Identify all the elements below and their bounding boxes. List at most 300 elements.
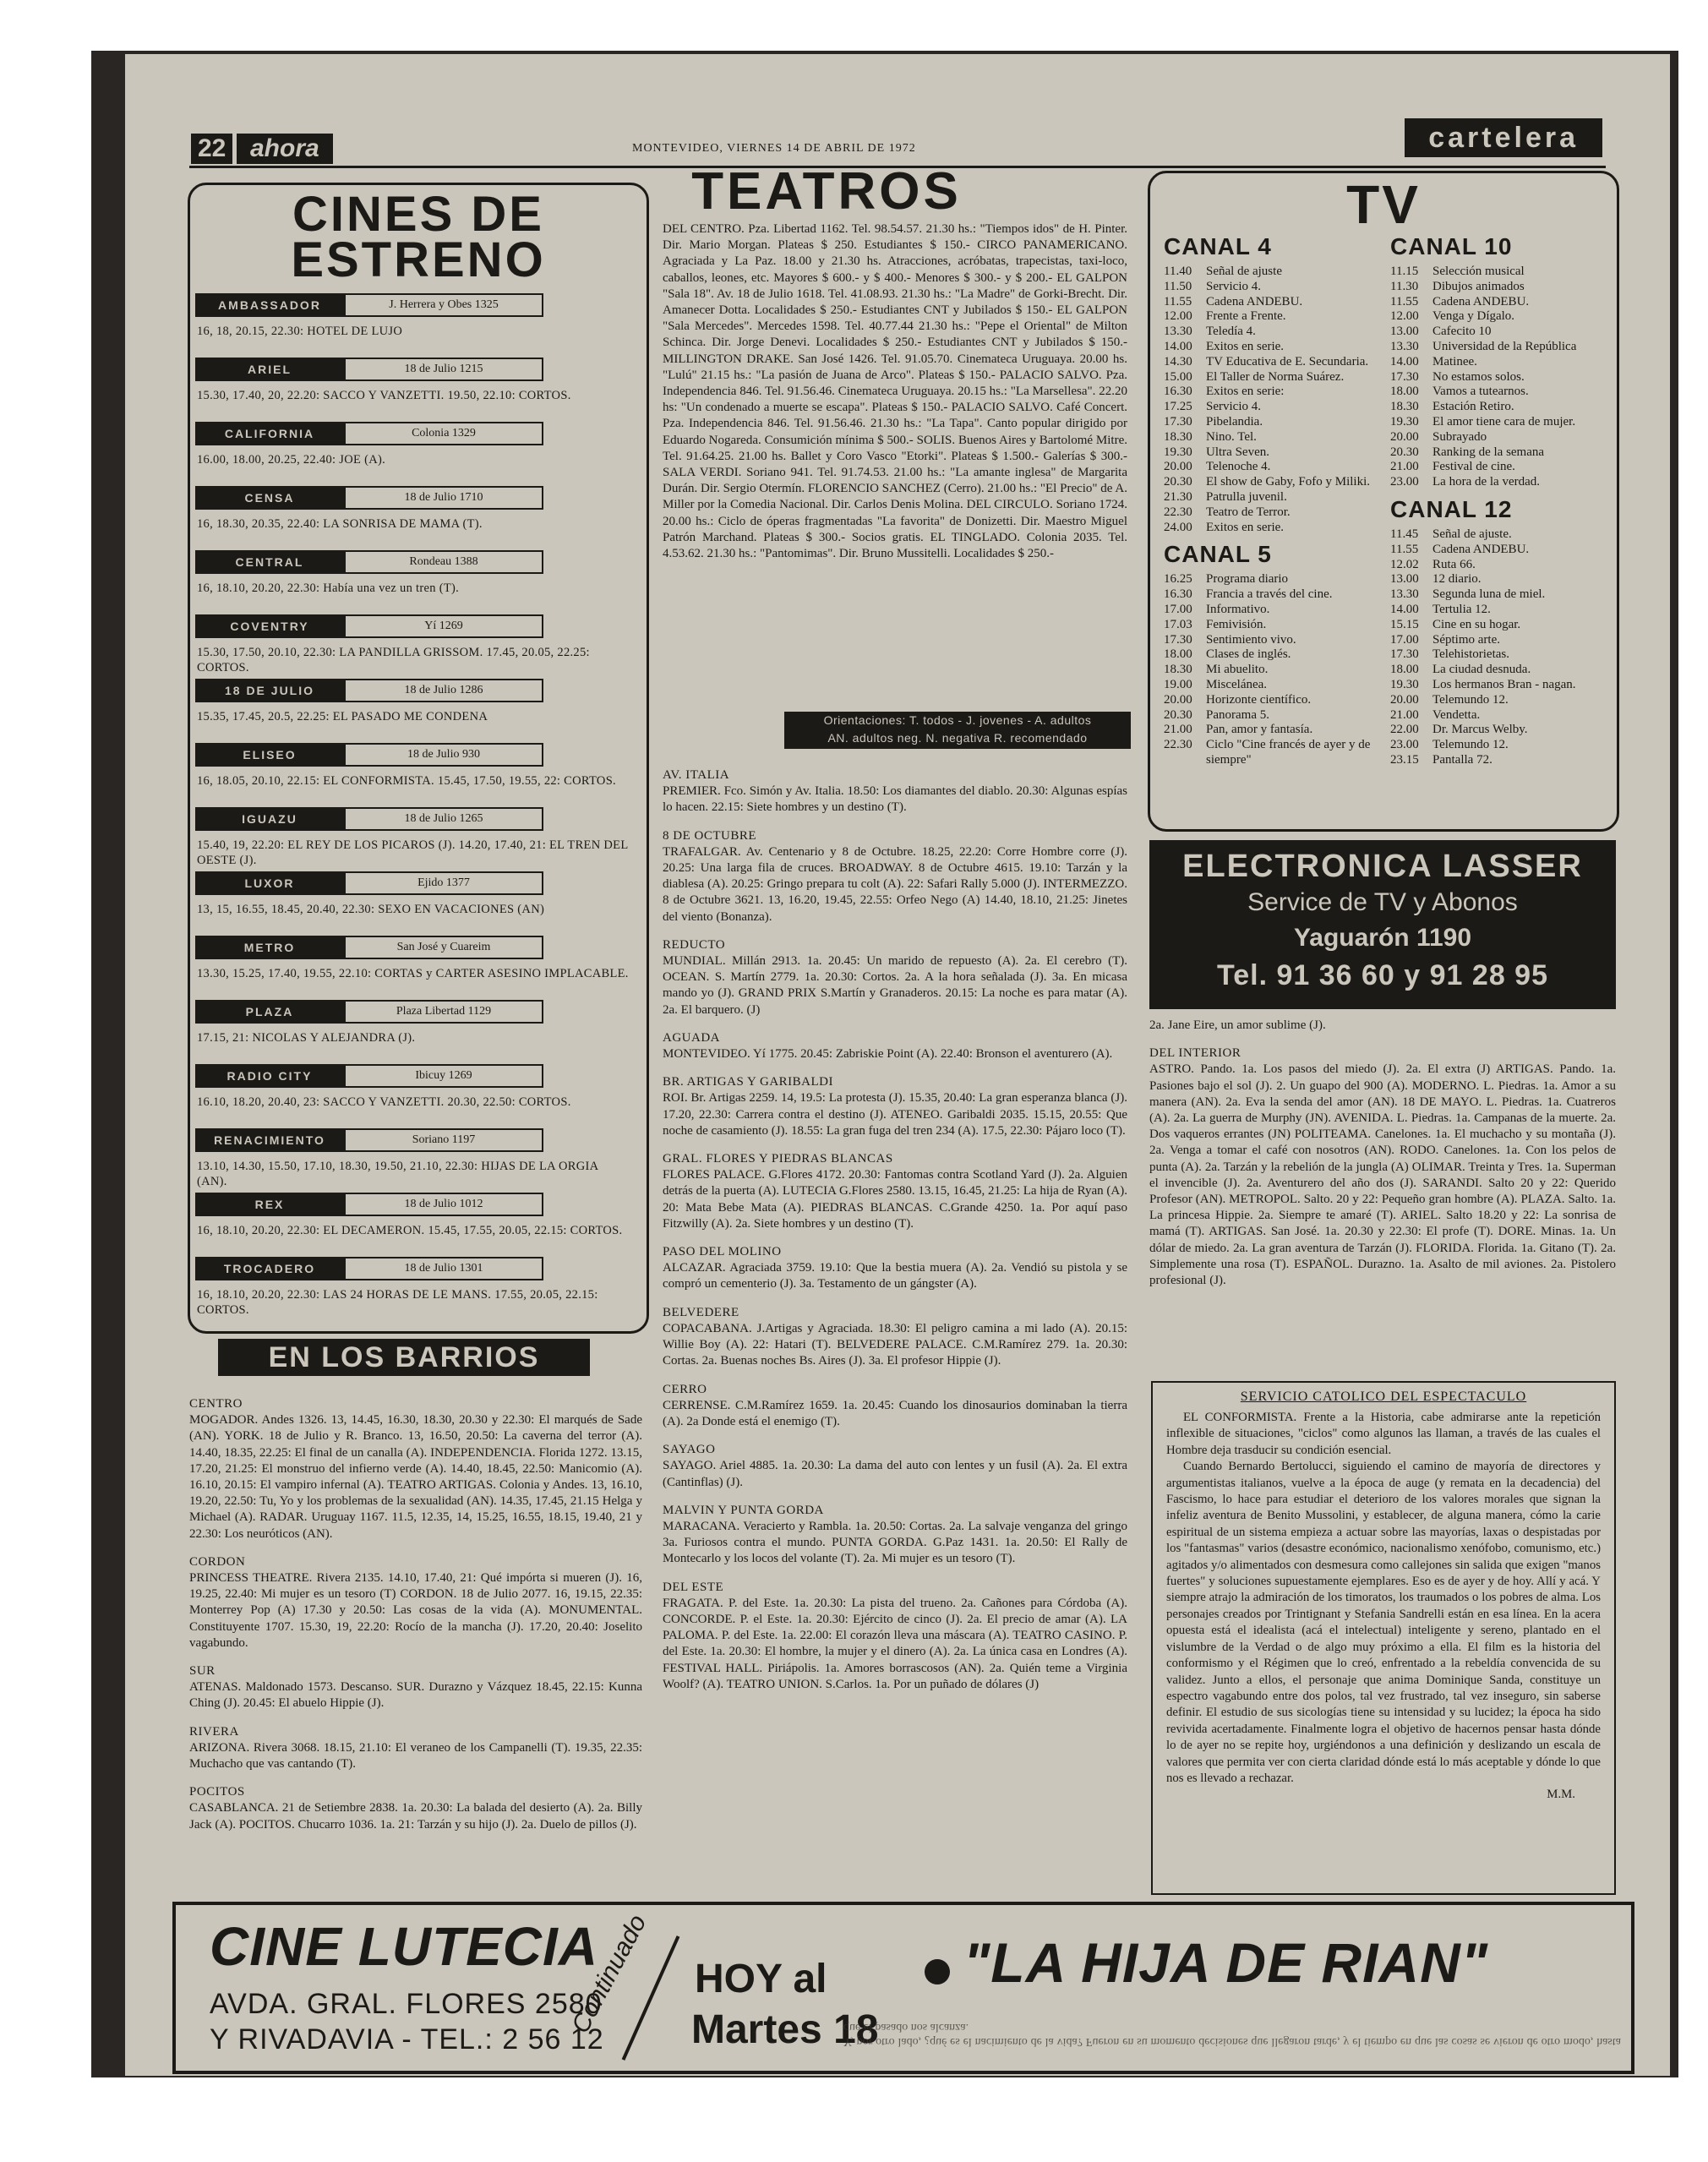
- program-time: 23.00: [1390, 738, 1419, 752]
- barrio-text: ALCAZAR. Agraciada 3759. 19.10: Que la bestia muera (A). 2a. Vendió su pistola y se compró un cementerio (J). 3a. Testamento de un gángster (A).: [663, 1261, 1127, 1291]
- barrio-area: BELVEDERE: [663, 1305, 739, 1319]
- barrio-area: RIVERA: [189, 1724, 239, 1739]
- servicio-body: [1153, 1410, 1614, 1804]
- barrio-text: MOGADOR. Andes 1326. 13, 14.45, 16.30, 18.30, 20.30 y 22.30: El marqués de Sade (AN). YORK. 18 de Julio y R. Branco. 13, 16.50, 20.50: La caverna del terror (A). 14.40, 18.35, 22.25: El final de un canalla (A). INDEPENDENCIA. Florida 1272. 13.15, 17.20, 21.25: El monstruo del infierno verde (A). 14.40, 18.45, 22.50: Manicomio (A). 16.10, 20.15: El vampiro infernal (A). TEATRO ARTIGAS. Colonia y Andes. 13, 16.10, 19.20, 22.50: Tu, Yo y los problemas de la sexualidad (AN). 14.35, 17.45, 21.15 Helga y Michael (A). RADAR. Uruguay 1167. 11.5, 12.35, 14, 15.25, 16.55, 18.15, 19.40, 21 y 22.30: Los neuróticos (AN).: [189, 1413, 642, 1541]
- ad-lasser-service: Service de TV y Abonos: [1247, 888, 1518, 916]
- cine-address: San José y Cuareim: [344, 936, 543, 959]
- program-name: Cadena ANDEBU.: [1432, 542, 1530, 556]
- barrios-center-column: [663, 756, 1127, 1693]
- cine-showtimes: 16, 18.10, 20.20, 22.30: LAS 24 HORAS DE LE MANS. 17.55, 20.05, 22.15: CORTOS.: [197, 1288, 598, 1317]
- program-time: 11.55: [1164, 294, 1192, 308]
- program-name: Teledía 4.: [1206, 325, 1256, 339]
- tv-program: [1164, 280, 1380, 295]
- program-name: Teatro de Terror.: [1206, 505, 1291, 519]
- program-time: 17.30: [1164, 632, 1192, 647]
- cine-showtimes: 16.00, 18.00, 20.25, 22.40: JOE (A).: [197, 453, 386, 467]
- servicio-signature: M.M.: [1547, 1788, 1575, 1802]
- brand-logo: ahora: [237, 134, 333, 164]
- cines-title-line1: CINES DE: [292, 187, 544, 242]
- program-name: Telemundo 12.: [1432, 692, 1509, 707]
- program-time: 18.00: [1390, 385, 1419, 399]
- cine-name: REX: [195, 1193, 344, 1216]
- program-time: 18.30: [1164, 429, 1192, 444]
- page-number: 22: [191, 134, 232, 164]
- program-name: Telenoche 4.: [1206, 460, 1271, 474]
- program-time: 12.00: [1390, 309, 1419, 324]
- cine-showtimes: 13, 15, 16.55, 18.45, 20.40, 22.30: SEXO EN VACACIONES (AN): [197, 903, 545, 916]
- cine-showtimes: 17.15, 21: NICOLAS Y ALEJANDRA (J).: [197, 1031, 416, 1045]
- tv-program: [1390, 723, 1607, 738]
- lutecia-title: CINE LUTECIA: [210, 1916, 598, 1977]
- program-name: Telehistorietas.: [1432, 647, 1510, 662]
- program-time: 18.00: [1164, 647, 1192, 662]
- section-title: cartelera: [1405, 118, 1602, 157]
- cine-address: 18 de Julio 1710: [344, 486, 543, 510]
- lutecia-movie-title: "LA HIJA DE RIAN": [963, 1931, 1489, 1994]
- cines-estreno-box: [188, 183, 649, 1334]
- program-time: 20.00: [1390, 429, 1419, 444]
- barrio-text: TRAFALGAR. Av. Centenario y 8 de Octubre. 18.25, 22.20: Corre Hombre corre (J). 20.25: Una larga fila de cruces. BROADWAY. 8 de Octubre 4615. 19.10: Tarzán y la diablesa (A). 20.25: Gringo prepara tu colt (A). 22: Safari Rally 5.000 (J). INTERMEZZO. 8 de Octubre 3621. 13, 16.20, 19.45, 22.55: Orfeo Nego (A) 14.40, 18.10, 21.25: Jinetes del viento (Bonanza).: [663, 844, 1127, 924]
- tv-program: [1390, 558, 1607, 573]
- channel-name: CANAL 5: [1164, 541, 1272, 568]
- tv-program: [1164, 445, 1380, 461]
- barrio-area: MALVIN Y PUNTA GORDA: [663, 1503, 824, 1517]
- ad-lasser-name: ELECTRONICA LASSER: [1182, 849, 1583, 884]
- ratings-line1: Orientaciones: T. todos - J. jovenes - A. adultos: [823, 713, 1092, 727]
- barrio-text: ATENAS. Maldonado 1573. Descanso. SUR. Durazno y Vázquez 18.45, 22.15: Kunna Ching (J). 20.45: El abuelo Hippie (J).: [189, 1680, 642, 1711]
- tv-program: [1164, 490, 1380, 505]
- barrio-text: FRAGATA. P. del Este. 1a. 20.30: La pista del trueno. 2a. Cañones para Córdoba (A). CONCORDE. P. el Este. 1a. 20.30: Ejército de cinco (J). 2a. El precio de amar (A). LA PALOMA. P. del Este. 1a. 22.00: El corazón lleva una máscara (A). TEATRO CASINO. P. del Este. 1a. 20.30: El hombre, la mujer y el dinero (A). 2a. La única casa en Londres (A). FESTIVAL HALL. Piriápolis. 1a. Amores borrascosos (AN). 2a. Quién teme a Virginia Woolf? (A). TEATRO UNION. S.Carlos. 1a. Por un puñado de dólares (J): [663, 1596, 1127, 1691]
- program-name: Nino. Tel.: [1206, 429, 1257, 444]
- cine-showtimes: 16, 18.10, 20.20, 22.30: EL DECAMERON. 15.45, 17.55, 20.05, 22.15: CORTOS.: [197, 1224, 623, 1237]
- tv-program: [1164, 587, 1380, 603]
- channel-name: CANAL 10: [1390, 233, 1513, 259]
- cine-showtimes: 15.40, 19, 22.20: EL REY DE LOS PICAROS (J). 14.20, 17.40, 21: EL TREN DEL OESTE (J).: [197, 838, 628, 867]
- barrio-text: COPACABANA. J.Artigas y Agraciada. 18.30: El peligro camina a mi lado (A). 20.15: Willie Boy (A). 22: Hatari (T). BELVEDERE PALACE. C.M.Ramírez 279. 1a. 20.30: Cortas. 2a. Buenas noches Bs. Aires (J). 3a. El profesor Hippie (J).: [663, 1321, 1127, 1368]
- cine-address: 18 de Julio 1215: [344, 358, 543, 381]
- interior-text: ASTRO. Pando. 1a. Los pasos del miedo (J). 2a. El extra (J) ARTIGAS. Pando. 1a. Pasiones bajo el sol (J). 2. Un guapo del 900 (A). MODERNO. L. Piedras. 1a. Amor a su manera (AN). 2a. Eva la senda del amor (AN). 18 DE MAYO. L. Piedras. 1a. Cuatreros (A). 2a. La guerra de Murphy (JN). AVENIDA. L. Piedras. 1a. Campanas de la muerte. 2a. Dos vaqueros errantes (JN) POLITEAMA. Canelones. 1a. El muchacho y su montaña (J). 2a. Venga a tomar el café con nosotros (AN). RODO. Canelones. 1a. Con los pelos de punta (A). 2a. Tarzán y la rebelión de la jungla (A) OLIMAR. Treinta y Tres. 1a. Superman el invencible (J). 2a. Aventurero del año dos (J). SARANDI. Salto 20 y 22: Querido Profesor (AN). METROPOL. Salto. 20 y 22: Pequeño gran hombre (A). PLAZA. Salto. 1a. La princesa Hippie. 2a. Siempre te amaré (T). ARIEL. Salto 18.20 y 22: La sonrisa de mamá (T). ARTIGAS. San José. 1a. 20.30 y 22.30: El profe (T). DORE. Minas. 1a. Un dólar de miedo. 2a. La gran aventura de Tarzán (J). FLORIDA. Florida. 1a. Gitano (T). 2a. Simplemente una rosa (T). ESPAÑOL. Durazno. 1a. Asalto de mil aviones. 2a. Pistolero profesional (J).: [1149, 1062, 1616, 1288]
- program-time: 19.30: [1390, 414, 1419, 429]
- tv-program: [1164, 708, 1380, 723]
- cine-address: 18 de Julio 1301: [344, 1257, 543, 1280]
- cine-address: 18 de Julio 1265: [344, 807, 543, 831]
- cines-title: [190, 187, 647, 287]
- program-name: Señal de ajuste: [1206, 265, 1282, 278]
- program-time: 17.00: [1390, 632, 1419, 647]
- tv-program: [1390, 445, 1607, 461]
- program-name: Francia a través del cine.: [1206, 587, 1333, 602]
- program-name: Pibelandia.: [1206, 414, 1263, 429]
- program-name: El Taller de Norma Suárez.: [1206, 369, 1345, 384]
- cine-name: IGUAZU: [195, 807, 344, 831]
- cine-showtimes: 16, 18.10, 20.20, 22.30: Había una vez un tren (T).: [197, 581, 460, 595]
- tv-program: [1390, 280, 1607, 295]
- cines-title-line2: ESTRENO: [291, 232, 546, 287]
- program-time: 14.30: [1164, 354, 1192, 369]
- ratings-key: [784, 712, 1131, 749]
- barrio-text: MUNDIAL. Millán 2913. 1a. 20.45: Un marido de repuesto (A). 2a. El cerebro (T). OCEAN. S. Martín 2779. 1a. 20.30: Cortos. 2a. A la hora señalada (J). 3a. En micasa mando yo (J). GRAND PRIX S.Martín y Granaderos. 20.15: La noche es para matar (A). 2a. El barquero. (J): [663, 954, 1127, 1017]
- program-time: 13.30: [1390, 339, 1419, 353]
- tv-program: [1164, 400, 1380, 415]
- tv-program: [1164, 309, 1380, 325]
- cine-address: Plaza Libertad 1129: [344, 1000, 543, 1024]
- cine-showtimes: 16, 18, 20.15, 22.30: HOTEL DE LUJO: [197, 325, 403, 338]
- program-name: Séptimo arte.: [1432, 632, 1500, 647]
- program-name: Cine en su hogar.: [1432, 617, 1521, 631]
- program-time: 23.00: [1390, 475, 1419, 489]
- barrio-area: PASO DEL MOLINO: [663, 1245, 782, 1259]
- tv-box: [1148, 171, 1619, 832]
- program-name: Ultra Seven.: [1206, 445, 1269, 459]
- program-time: 14.00: [1390, 354, 1419, 369]
- bleed-through-text: Y, por otro lado, ¿qué es el nacimiento de la vida? Fueron en su momento decisiones que llegaron tarde, y el tiempo en que las cosas se vieron de otro modo, hasta que el pasado nos alcanza.: [843, 2021, 1621, 2048]
- barrio-area: GRAL. FLORES Y PIEDRAS BLANCAS: [663, 1152, 893, 1166]
- tv-program: [1390, 663, 1607, 678]
- program-name: Clases de inglés.: [1206, 647, 1291, 662]
- tv-program: [1390, 295, 1607, 310]
- program-time: 13.30: [1164, 325, 1192, 339]
- ratings-line2: AN. adultos neg. N. negativa R. recomendado: [827, 731, 1088, 745]
- tv-program: [1390, 693, 1607, 708]
- ad-lasser-phone: Tel. 91 36 60 y 91 28 95: [1217, 959, 1548, 991]
- cine-address: 18 de Julio 1286: [344, 679, 543, 702]
- tv-program: [1164, 385, 1380, 400]
- tv-program: [1164, 647, 1380, 663]
- program-name: Ranking de la semana: [1432, 445, 1545, 459]
- barrio-text: MARACANA. Veracierto y Rambla. 1a. 20.50: Cortas. 2a. La salvaje venganza del gringo 3a. Furiosos contra el mundo. PUNTA GORDA. G.Paz 1431. 1a. 20.50: El Rally de Montecarlo y los locos del volante (T). 2a. Mi mujer es un tesoro (T).: [663, 1519, 1127, 1566]
- tv-program: [1390, 603, 1607, 618]
- program-time: 11.55: [1390, 542, 1419, 556]
- ad-electronica-lasser: [1149, 840, 1616, 1009]
- program-time: 11.40: [1164, 265, 1192, 278]
- cine-name: TROCADERO: [195, 1257, 344, 1280]
- program-time: 17.03: [1164, 617, 1192, 631]
- program-name: Subrayado: [1432, 429, 1487, 444]
- program-name: Servicio 4.: [1206, 279, 1261, 293]
- program-name: Miscelánea.: [1206, 677, 1268, 691]
- cine-name: CALIFORNIA: [195, 422, 344, 445]
- program-time: 18.00: [1390, 663, 1419, 677]
- cine-name: RENACIMIENTO: [195, 1128, 344, 1152]
- tv-program: [1164, 521, 1380, 536]
- tv-program: [1390, 265, 1607, 280]
- program-time: 13.00: [1390, 325, 1419, 339]
- barrio-area: BR. ARTIGAS Y GARIBALDI: [663, 1075, 833, 1089]
- servicio-heading: SERVICIO CATOLICO DEL ESPECTACULO: [1240, 1389, 1527, 1404]
- program-time: 19.30: [1164, 445, 1192, 459]
- tv-program: [1390, 572, 1607, 587]
- cine-name: CENTRAL: [195, 550, 344, 574]
- cine-name: COVENTRY: [195, 614, 344, 638]
- interior-area: DEL INTERIOR: [1149, 1046, 1241, 1061]
- barrio-area: CENTRO: [189, 1397, 243, 1411]
- tv-program: [1390, 753, 1607, 768]
- barrio-area: AGUADA: [663, 1030, 720, 1045]
- program-time: 21.00: [1390, 460, 1419, 474]
- program-name: Frente a Frente.: [1206, 309, 1286, 324]
- program-name: Femivisión.: [1206, 617, 1267, 631]
- tv-program: [1390, 415, 1607, 430]
- tv-program: [1390, 460, 1607, 475]
- program-time: 14.00: [1164, 339, 1192, 353]
- program-name: TV Educativa de E. Secundaria.: [1206, 354, 1369, 369]
- program-name: Selección musical: [1432, 265, 1525, 278]
- channel-name: CANAL 12: [1390, 495, 1513, 522]
- program-time: 17.30: [1390, 647, 1419, 662]
- interior-listing: [1149, 1018, 1616, 1289]
- program-time: 17.30: [1164, 414, 1192, 429]
- program-name: Sentimiento vivo.: [1206, 632, 1296, 647]
- barrio-text: CERRENSE. C.M.Ramírez 1659. 1a. 20.45: Cuando los dinosaurios dominaban la tierra (A). 2a Donde está el enemigo (T).: [663, 1398, 1127, 1428]
- tv-program: [1390, 385, 1607, 400]
- barrio-area: SUR: [189, 1664, 216, 1679]
- lutecia-address1: AVDA. GRAL. FLORES 2580: [210, 1988, 603, 2020]
- tv-program: [1390, 355, 1607, 370]
- barrio-area: POCITOS: [189, 1785, 245, 1799]
- program-name: Los hermanos Bran - nagan.: [1432, 677, 1576, 691]
- barrio-text: MONTEVIDEO. Yí 1775. 20.45: Zabriskie Point (A). 22.40: Bronson el aventurero (A).: [663, 1047, 1113, 1062]
- program-time: 15.00: [1164, 369, 1192, 384]
- program-name: Pantalla 72.: [1432, 752, 1492, 767]
- cine-name: METRO: [195, 936, 344, 959]
- cine-address: Soriano 1197: [344, 1128, 543, 1152]
- tv-program: [1164, 738, 1380, 768]
- tv-program: [1390, 309, 1607, 325]
- program-name: Estación Retiro.: [1432, 400, 1514, 414]
- teatros-text: DEL CENTRO. Pza. Libertad 1162. Tel. 98.54.57. 21.30 hs.: "Tiempos idos" de H. Pinter. Dir. Mario Morgan. Plateas $ 250. Estudiantes $ 150.- CIRCO PANAMERICANO. Agraciada y La Paz. 18.00 y 21.30 hs. Atracciones, acróbatas, trapecistas, taxi-loco, caballos, leones, etc. Mayores $ 600.- y $ 400.- Menores $ 300.- y $ 200.- EL GALPON "Sala 18". Av. 18 de Julio 1618. Tel. 41.08.93. 21.30 hs.: "La Madre" de Gorki-Brecht. Dir. Amanecer Dotta. Localidades $ 250.- Estudiantes CNT y Jubilados $ 150.- EL GALPON "Sala Mercedes". Mercedes 1598. Tel. 40.77.44 21.30 hs.: "Pepe el Oriental" de Milton Schinca. Dir. Jorge Denevi. Localidades $ 250.- Estudiantes CNT y Jubilados $ 150.- MILLINGTON DRAKE. San José 1426. Tel. 91.05.70. Cinemateca Uruguaya. 20.00 hs. "Lulú" 21.15 hs.: "La pasión de Juana de Arco". Plateas $ 150.- PALACIO SALVO. Pza. Independencia 846. Tel. 91.56.46. Cinemateca Uruguaya. 20.15 hs.: "La Marsellesa". 22.20 hs: "Un condenado a muerte se escapa". Plateas $ 150.- PALACIO SALVO. Café Concert. Pza. Independencia 846. Tel. 91.56.46. 21.30 hs.: "La Tapa". Canto popular dirigido por Eduardo Nogareda. Consumición mínima $ 500.- SOLIS. Buenos Aires y Bartolomé Mitre. Tel. 91.64.25. 21.00 hs. Ballet y Coro Vasco "Etorki". Plateas $ 1.500.- Galerías $ 300.- SALA VERDI. Soriano 941. Tel. 91.74.53. 21.00 hs.: "La amante inglesa" de Margarita Durán. Dir. Sergio Otermín. FLORENCIO SANCHEZ (Cerro). 21.00 hs.: "El Precio" de A. Miller por la Comedia Nacional. Dir. Carlos Denis Molina. DEL CIRCULO. Soriano 1724. 20.00 hs.: Ciclo de óperas fragmentadas "La favorita" de Donizetti. Dir. Maestro Miguel Patrón Marchand. Plateas $ 300.- Socios gratis. EL TINGLADO. Colonia 2035. Tel. 4.53.62. 21.30 hs.: "Pantomimas". Dir. Bruno Mussitelli. Localidades $ 250.-: [663, 222, 1127, 561]
- tv-program: [1390, 633, 1607, 648]
- tv-program: [1390, 708, 1607, 723]
- cine-name: CENSA: [195, 486, 344, 510]
- cine-showtimes: 15.30, 17.50, 20.10, 22.30: LA PANDILLA GRISSOM. 17.45, 20.05, 22.25: CORTOS.: [197, 646, 590, 674]
- channel-name: CANAL 4: [1164, 233, 1272, 259]
- program-time: 20.00: [1164, 460, 1192, 474]
- program-time: 24.00: [1164, 520, 1192, 534]
- program-name: Matinee.: [1432, 354, 1477, 369]
- dateline: MONTEVIDEO, VIERNES 14 DE ABRIL DE 1972: [632, 142, 916, 155]
- newspaper-page: [125, 54, 1670, 2076]
- program-time: 16.30: [1164, 587, 1192, 602]
- program-name: Señal de ajuste.: [1432, 527, 1512, 541]
- cine-address: Rondeau 1388: [344, 550, 543, 574]
- tv-program: [1164, 460, 1380, 475]
- program-name: Dibujos animados: [1432, 279, 1525, 293]
- tv-program: [1390, 340, 1607, 355]
- program-name: Pan, amor y fantasía.: [1206, 723, 1313, 737]
- program-name: Segunda luna de miel.: [1432, 587, 1546, 602]
- barrio-area: 8 DE OCTUBRE: [663, 828, 756, 843]
- barrio-text: CASABLANCA. 21 de Setiembre 2838. 1a. 20.30: La balada del desierto (A). 2a. Billy Jack (A). POCITOS. Chucarro 1036. 1a. 21: Tarzán y su hijo (J). 2a. Duelo de pillos (J).: [189, 1801, 642, 1832]
- cine-name: RADIO CITY: [195, 1064, 344, 1088]
- tv-title: TV: [1346, 174, 1421, 235]
- barrio-text: ARIZONA. Rivera 3068. 18.15, 21.10: El veraneo de los Campanelli (T). 19.35, 22.35: Muchacho que vas cantando (T).: [189, 1740, 642, 1772]
- program-name: Patrulla juvenil.: [1206, 489, 1287, 504]
- program-time: 21.30: [1164, 489, 1192, 504]
- program-name: Exitos en serie:: [1206, 385, 1285, 399]
- program-name: Servicio 4.: [1206, 400, 1261, 414]
- tv-program: [1390, 678, 1607, 693]
- cine-name: AMBASSADOR: [195, 293, 344, 317]
- tv-program: [1390, 587, 1607, 603]
- program-name: Universidad de la República: [1432, 339, 1577, 353]
- program-time: 21.00: [1164, 723, 1192, 737]
- program-time: 23.15: [1390, 752, 1419, 767]
- program-time: 20.30: [1164, 475, 1192, 489]
- program-time: 12.02: [1390, 557, 1419, 571]
- tv-program: [1164, 340, 1380, 355]
- program-name: Vendetta.: [1432, 707, 1481, 722]
- program-name: Cadena ANDEBU.: [1206, 294, 1303, 308]
- cine-name: 18 DE JULIO: [195, 679, 344, 702]
- tv-column-right: [1390, 227, 1607, 768]
- tv-program: [1164, 633, 1380, 648]
- tv-program: [1164, 355, 1380, 370]
- program-name: Mi abuelito.: [1206, 663, 1269, 677]
- ad-lasser-address: Yaguarón 1190: [1293, 924, 1472, 952]
- program-time: 17.30: [1390, 369, 1419, 384]
- tv-program: [1164, 603, 1380, 618]
- cine-name: LUXOR: [195, 871, 344, 895]
- program-name: La ciudad desnuda.: [1432, 663, 1531, 677]
- program-name: Vamos a tutearnos.: [1432, 385, 1529, 399]
- program-time: 17.25: [1164, 400, 1192, 414]
- program-time: 17.00: [1164, 602, 1192, 616]
- cine-address: Ejido 1377: [344, 871, 543, 895]
- servicio-catolico-box: [1151, 1381, 1616, 1895]
- tv-program: [1164, 265, 1380, 280]
- program-name: Ciclo "Cine francés de ayer y de siempre": [1206, 738, 1371, 767]
- cine-address: 18 de Julio 1012: [344, 1193, 543, 1216]
- tv-program: [1390, 527, 1607, 543]
- cine-name: ELISEO: [195, 743, 344, 767]
- tv-program: [1164, 618, 1380, 633]
- tv-program: [1164, 678, 1380, 693]
- program-time: 11.50: [1164, 279, 1192, 293]
- tv-program: [1390, 325, 1607, 340]
- tv-column-left: [1164, 227, 1380, 768]
- tv-program: [1390, 543, 1607, 558]
- tv-program: [1390, 618, 1607, 633]
- program-time: 22.30: [1164, 505, 1192, 519]
- program-name: Informativo.: [1206, 602, 1270, 616]
- tv-program: [1390, 370, 1607, 385]
- cine-showtimes: 15.30, 17.40, 20, 22.20: SACCO Y VANZETTI. 19.50, 22.10: CORTOS.: [197, 389, 571, 402]
- program-name: La hora de la verdad.: [1432, 475, 1541, 489]
- tv-program: [1164, 475, 1380, 490]
- program-time: 22.30: [1164, 738, 1192, 752]
- barrio-text: ROI. Br. Artigas 2259. 14, 19.5: La protesta (J). 15.35, 20.40: La gran esperanza blanca (J). 17.20, 22.30: Carrera contra el destino (J). ATENEO. Garibaldi 2035. 15.15, 20.55: Que noche de casamiento (J). 18.55: La gran fuga del tren 234 (A). 17.5, 22.30: Pájaro loco (T).: [663, 1091, 1127, 1138]
- tv-program: [1390, 647, 1607, 663]
- servicio-para2: Cuando Bernardo Bertolucci, siguiendo el camino de mayoría de directores y argumentistas italianos, vuelve a la época de auge (y remata en la decadencia) del Fascismo, lo hace para estudiar el deterioro de los valores morales que signan la infeliz aventura de Benito Mussolini, y establecer, de alguna manera, cómo la carie espiritual de un sistema empieza a actuar sobre las mayorías, laxas o despistadas por los "fantasmas" varios (desastre económico, nacionalismo xenófobo, comunismo, etc.) agitados y/o alimentados con desmesura como callejones sin salida que exigen "manos fuertes" y soluciones supuestamente ejemplares. Eso es de ayer y de hoy. Allí y acá. Y siempre atrajo la admiración de los timoratos, los traumados o los pobres de alma. Los personajes creados por Trintignant y Stefania Sandrelli están en esa línea. En la acera opuesta está el idealista (acá el intelectual) inteligente y sereno, plantado en el vislumbre de la Verdad o de algo muy próximo a ella. El film es la historia del conformismo y el Régimen que lo creó, enfrentado a la rebeldía convencida de su validez. Junto a ellos, el personaje que anima Dominique Sanda, constituye un espectro vagabundo entre dos polos, tal vez frustrado, tal vez inseguro, sin saberse definir. El estudio de sus sicologías tiene su intensidad y su lucidez; la época ha sido revivida acertadamente. Finalmente logra el objetivo de hacernos pensar hasta dónde lo de ayer no se repite hoy, urgiéndonos a una definición y deslizando un escala de valores que permita ver con cierta claridad dónde está lo más aceptable y dónde lo que nos es llevado a rechazar.: [1166, 1460, 1601, 1785]
- cine-address: Yí 1269: [344, 614, 543, 638]
- program-time: 20.30: [1390, 445, 1419, 459]
- program-name: El amor tiene cara de mujer.: [1432, 414, 1576, 429]
- tv-program: [1390, 475, 1607, 490]
- tv-program: [1164, 295, 1380, 310]
- tv-program: [1164, 723, 1380, 738]
- cine-address: J. Herrera y Obes 1325: [344, 293, 543, 317]
- program-time: 20.30: [1164, 707, 1192, 722]
- cine-showtimes: 16.10, 18.20, 20.40, 23: SACCO Y VANZETTI. 20.30, 22.50: CORTOS.: [197, 1095, 571, 1109]
- tv-program: [1164, 505, 1380, 521]
- barrio-area: CERRO: [663, 1382, 707, 1396]
- program-time: 19.00: [1164, 677, 1192, 691]
- barrios-banner: EN LOS BARRIOS: [218, 1339, 590, 1376]
- barrio-area: CORDON: [189, 1554, 246, 1569]
- program-time: 18.30: [1164, 663, 1192, 677]
- lutecia-martes: Martes 18: [691, 2007, 879, 2052]
- barrio-text: FLORES PALACE. G.Flores 4172. 20.30: Fantomas contra Scotland Yard (J). 2a. Alguien detrás de la puerta (A). LUTECIA G.Flores 2580. 13.15, 16.45, 21.25: La hija de Ryan (A). 20: Mata Bebe Mata (A). PIEDRAS BLANCAS. C.Grande 4250. 1a. Por aquí paso Fitzwilly (A). 2a. Siete hombres y un destino (T).: [663, 1168, 1127, 1231]
- program-time: 19.30: [1390, 677, 1419, 691]
- program-name: Panorama 5.: [1206, 707, 1269, 722]
- servicio-para1: EL CONFORMISTA. Frente a la Historia, cabe admirarse ante la repetición inflexible de situaciones, "ciclos" como algunos las llaman, a través de las cuales el Hombre deja trasducir su condición esencial.: [1166, 1411, 1601, 1457]
- cine-showtimes: 13.10, 14.30, 15.50, 17.10, 18.30, 19.50, 21.10, 22.30: HIJAS DE LA ORGIA (AN).: [197, 1160, 598, 1188]
- cine-showtimes: 13.30, 15.25, 17.40, 19.55, 22.10: CORTAS y CARTER ASESINO IMPLACABLE.: [197, 967, 629, 980]
- program-name: Exitos en serie.: [1206, 520, 1285, 534]
- program-time: 15.15: [1390, 617, 1419, 631]
- program-name: Dr. Marcus Welby.: [1432, 723, 1528, 737]
- program-time: 20.00: [1390, 692, 1419, 707]
- program-name: Venga y Dígalo.: [1432, 309, 1515, 324]
- ad-cine-lutecia: [172, 1902, 1634, 2074]
- program-time: 14.00: [1390, 602, 1419, 616]
- program-time: 13.00: [1390, 572, 1419, 587]
- cine-address: Colonia 1329: [344, 422, 543, 445]
- program-name: Exitos en serie.: [1206, 339, 1285, 353]
- barrio-area: AV. ITALIA: [663, 768, 730, 782]
- cine-showtimes: 16, 18.05, 20.10, 22.15: EL CONFORMISTA. 15.45, 17.50, 19.55, 22: CORTOS.: [197, 774, 616, 788]
- program-time: 13.30: [1390, 587, 1419, 602]
- tv-program: [1164, 663, 1380, 678]
- barrio-text: SAYAGO. Ariel 4885. 1a. 20.30: La dama del auto con lentes y un fusil (A). 2a. El extra (Cantinflas) (J).: [663, 1459, 1127, 1489]
- program-name: Ruta 66.: [1432, 557, 1476, 571]
- barrio-area: SAYAGO: [663, 1443, 716, 1457]
- tv-program: [1164, 415, 1380, 430]
- cine-address: Ibicuy 1269: [344, 1064, 543, 1088]
- program-time: 22.00: [1390, 723, 1419, 737]
- cine-name: ARIEL: [195, 358, 344, 381]
- program-name: Horizonte científico.: [1206, 692, 1312, 707]
- program-name: Festival de cine.: [1432, 460, 1515, 474]
- cine-address: 18 de Julio 930: [344, 743, 543, 767]
- program-name: Cadena ANDEBU.: [1432, 294, 1530, 308]
- tv-program: [1390, 400, 1607, 415]
- barrio-area: DEL ESTE: [663, 1580, 724, 1594]
- program-name: El show de Gaby, Fofo y Miliki.: [1206, 475, 1371, 489]
- program-name: Programa diario: [1206, 572, 1289, 587]
- barrio-text: PREMIER. Fco. Simón y Av. Italia. 18.50: Los diamantes del diablo. 20.30: Algunas espías lo hacen. 22.15: Siete hombres y un destino (T).: [663, 784, 1127, 815]
- tv-program: [1390, 430, 1607, 445]
- program-time: 16.25: [1164, 572, 1192, 587]
- tv-program: [1164, 430, 1380, 445]
- program-time: 12.00: [1164, 309, 1192, 324]
- program-name: Telemundo 12.: [1432, 738, 1509, 752]
- cine-showtimes: 15.35, 17.45, 20.5, 22.25: EL PASADO ME CONDENA: [197, 710, 488, 723]
- teatros-listing: [663, 221, 1127, 562]
- program-time: 11.30: [1390, 279, 1419, 293]
- tv-program: [1164, 370, 1380, 385]
- bullet-icon: [925, 1959, 950, 1985]
- cine-showtimes: 16, 18.30, 20.35, 22.40: LA SONRISA DE MAMA (T).: [197, 517, 483, 531]
- program-name: Cafecito 10: [1432, 325, 1492, 339]
- program-time: 11.55: [1390, 294, 1419, 308]
- cine-name: PLAZA: [195, 1000, 344, 1024]
- lutecia-hoy: HOY al: [695, 1957, 827, 2001]
- barrios-left-column: [189, 1384, 642, 1833]
- program-time: 18.30: [1390, 400, 1419, 414]
- teatros-title: TEATROS: [691, 162, 962, 221]
- tv-program: [1164, 693, 1380, 708]
